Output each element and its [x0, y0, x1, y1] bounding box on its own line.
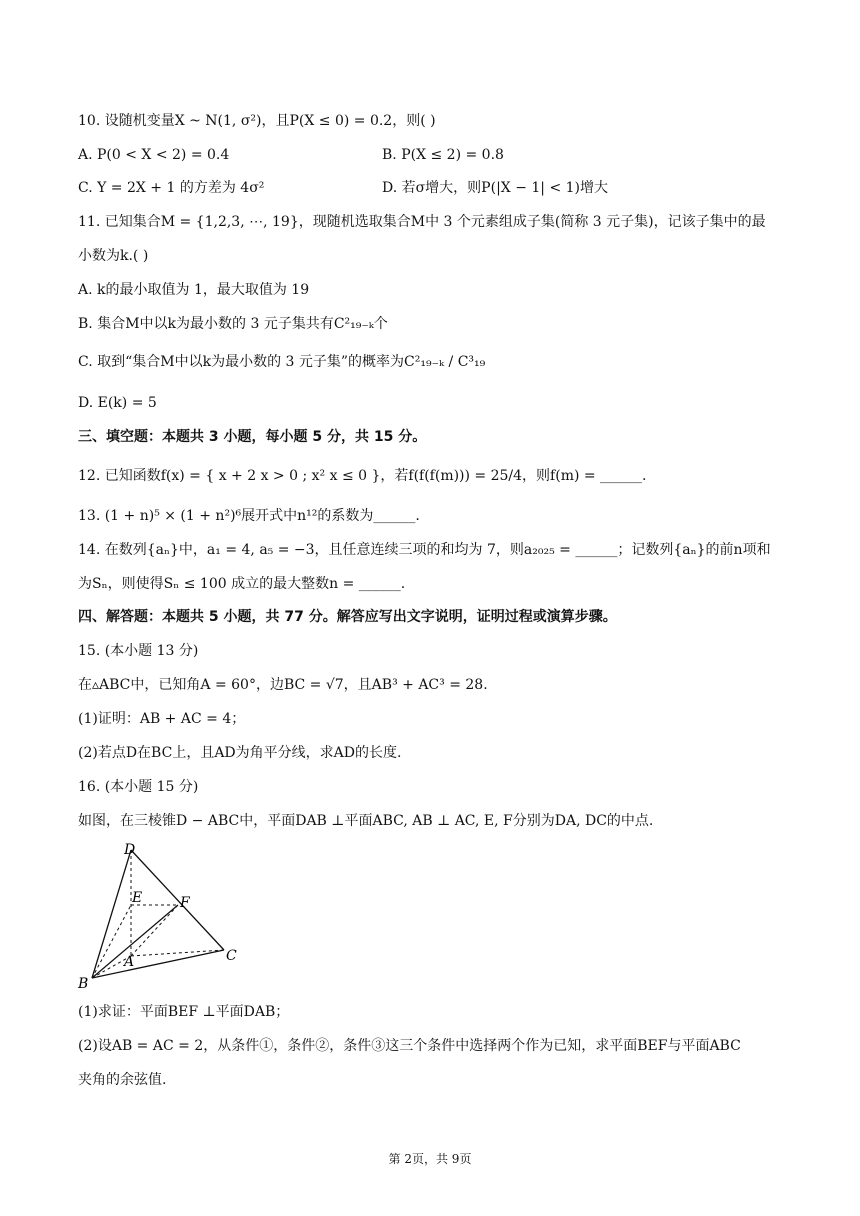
- segment-bf: [92, 905, 178, 978]
- q15-stem: 在▵ABC中，已知角A = 60°，边BC = √7，且AB³ + AC³ = 28.: [78, 677, 488, 693]
- label-b: B: [78, 976, 89, 992]
- pyramid-figure: [74, 838, 254, 996]
- q10-option-c: C. Y = 2X + 1 的方差为 4σ²: [78, 180, 265, 196]
- q16-part2-line2: 夹角的余弦值.: [78, 1072, 167, 1088]
- q15-header: 15. (本小题 13 分): [78, 643, 199, 659]
- label-e: E: [132, 890, 143, 906]
- q11-option-c: C. 取到“集合M中以k为最小数的 3 元子集”的概率为C²₁₉₋ₖ / C³₁₉: [78, 354, 486, 370]
- q11-option-d: D. E(k) = 5: [78, 395, 157, 411]
- section-4-heading: 四、解答题：本题共 5 小题，共 77 分。解答应写出文字说明，证明过程或演算步骤。: [78, 609, 617, 625]
- q14-line1: 14. 在数列{aₙ}中，a₁ = 4, a₅ = −3，且任意连续三项的和均为 7，则a₂₀₂₅ = ______；记数列{aₙ}的前n项和: [78, 542, 771, 558]
- q10-option-d: D. 若σ增大，则P(|X − 1| < 1)增大: [382, 180, 609, 196]
- label-f: F: [180, 895, 190, 911]
- label-d: D: [124, 842, 136, 858]
- q11-stem-line1: 11. 已知集合M = {1,2,3, ⋯, 19}，现随机选取集合M中 3 个元素组成子集(简称 3 元子集)，记该子集中的最: [78, 214, 766, 230]
- edge-bc: [92, 950, 224, 978]
- q16-part1: (1)求证：平面BEF ⊥平面DAB；: [78, 1004, 290, 1020]
- section-3-heading: 三、填空题：本题共 3 小题，每小题 5 分，共 15 分。: [78, 429, 427, 445]
- q10-option-a: A. P(0 < X < 2) = 0.4: [78, 147, 230, 163]
- q16-header: 16. (本小题 15 分): [78, 779, 199, 795]
- label-c: C: [226, 948, 237, 964]
- q14-line2: 为Sₙ，则使得Sₙ ≤ 100 成立的最大整数n = ______.: [78, 576, 406, 592]
- segment-af: [131, 905, 178, 956]
- q16-stem: 如图，在三棱锥D − ABC中，平面DAB ⊥平面ABC, AB ⊥ AC, E, F分别为DA, DC的中点.: [78, 813, 654, 829]
- q12-text: 12. 已知函数f(x) = { x + 2 x > 0 ; x² x ≤ 0 }，若f(f(f(m))) = 25/4，则f(m) = ______.: [78, 468, 647, 484]
- q11-option-a: A. k的最小取值为 1，最大取值为 19: [78, 282, 310, 298]
- q15-part1: (1)证明：AB + AC = 4；: [78, 711, 246, 727]
- q10-option-b: B. P(X ≤ 2) = 0.8: [382, 147, 504, 163]
- q11-stem-line2: 小数为k.( ): [78, 248, 149, 264]
- page-footer: 第 2页，共 9页: [388, 1152, 472, 1166]
- q15-part2: (2)若点D在BC上，且AD为角平分线，求AD的长度.: [78, 745, 402, 761]
- q16-part2-line1: (2)设AB = AC = 2，从条件①，条件②，条件③这三个条件中选择两个作为已知，求平面BEF与平面ABC: [78, 1038, 741, 1054]
- q10-stem: 10. 设随机变量X ~ N(1, σ²)，且P(X ≤ 0) = 0.2，则( ): [78, 113, 436, 129]
- edge-dc: [131, 850, 224, 950]
- q13-text: 13. (1 + n)⁵ × (1 + n²)⁶展开式中n¹²的系数为______.: [78, 508, 420, 524]
- label-a: A: [124, 954, 135, 970]
- q11-option-b: B. 集合M中以k为最小数的 3 元子集共有C²₁₉₋ₖ个: [78, 316, 388, 332]
